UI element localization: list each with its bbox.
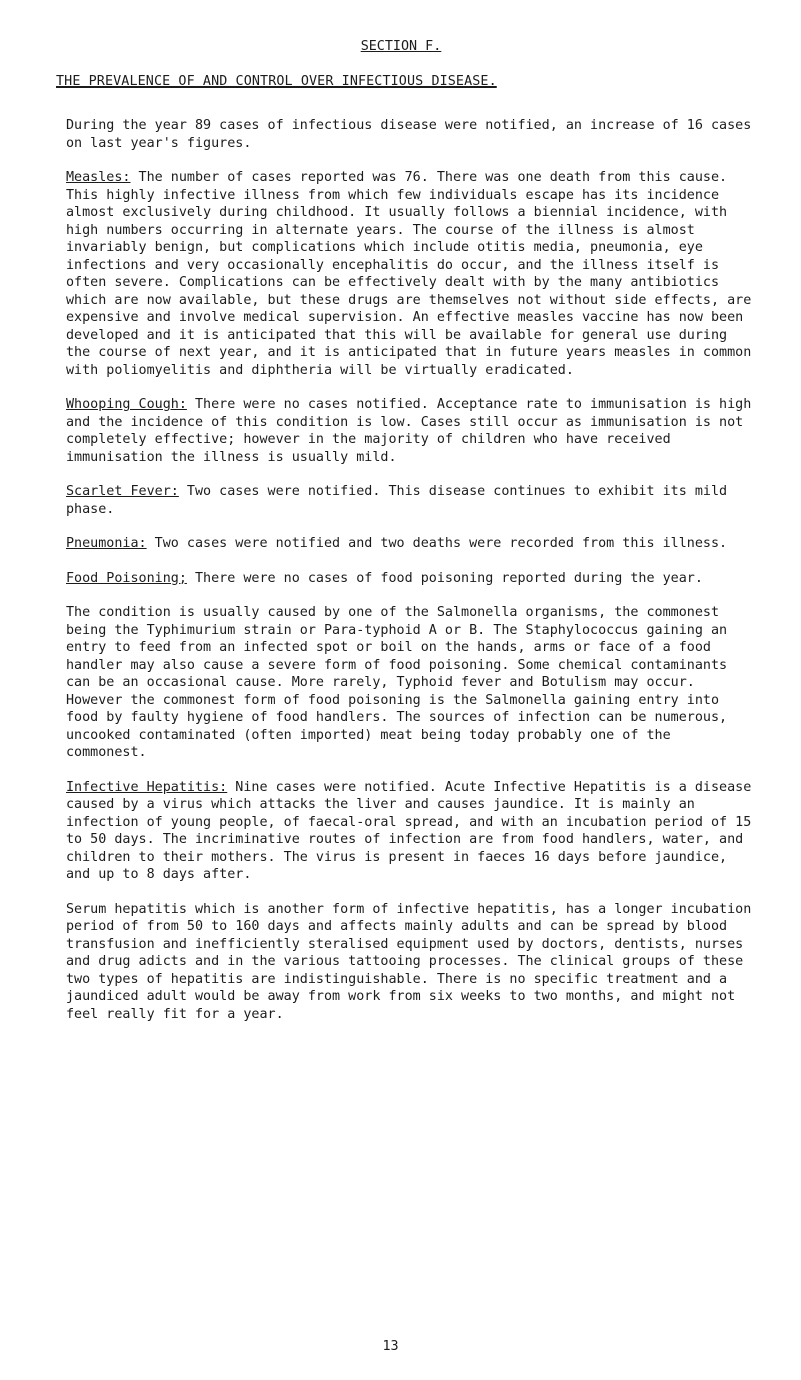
page-title: THE PREVALENCE OF AND CONTROL OVER INFECTIOUS DISEASE. bbox=[56, 73, 497, 89]
infective-hepatitis-text: Nine cases were notified. Acute Infective Hepatitis is a disease caused by a virus which attacks the liver and causes jaundice. It is mainly an infection of young people, of faecal-oral spread, and with an incubation period of 15 to 50 days. The incriminative routes of infection are from food handlers, water, and children to their mothers. The virus is present in faeces 16 days before jaundice, and up to 8 days after. bbox=[66, 779, 752, 882]
scarlet-fever-label: Scarlet Fever: bbox=[66, 484, 179, 499]
intro-paragraph: During the year 89 cases of infectious disease were notified, an increase of 16 cases on last year's figures. bbox=[66, 118, 752, 151]
document-page bbox=[56, 38, 756, 1023]
scarlet-fever-paragraph bbox=[66, 483, 756, 518]
infective-hepatitis-label: Infective Hepatitis: bbox=[66, 779, 228, 795]
serum-hepatitis-paragraph: Serum hepatitis which is another form of infective hepatitis, has a longer incubation period of from 50 to 160 days and affects mainly adults and can be spread by blood transfusion and inefficiently steralised equipment used by doctors, dentists, nurses and drug adicts and in the various tattooing processes. The clinical groups of these two types of hepatitis are indistinguishable. There is no specific treatment and a jaundiced adult would be away from work from six weeks to two months, and might not feel really fit for a year. bbox=[66, 901, 752, 1022]
page-number: 13 bbox=[382, 1339, 399, 1354]
food-poisoning-label: Food Poisoning; bbox=[66, 570, 187, 586]
whooping-cough-paragraph bbox=[66, 396, 756, 466]
pneumonia-label: Pneumonia: bbox=[66, 536, 147, 551]
section-label: SECTION F. bbox=[360, 39, 442, 54]
whooping-cough-text: There were no cases notified. Acceptance rate to immunisation is high and the incidence of this condition is low. Cases still occur as immunisation is not completely effective; however in the majority of children who have received immunisation the illness is usually mild. bbox=[66, 397, 752, 465]
pneumonia-text: Two cases were notified and two deaths were recorded from this illness. bbox=[146, 536, 728, 551]
food-poisoning-paragraph bbox=[66, 570, 756, 588]
pneumonia-paragraph bbox=[66, 535, 756, 553]
food-poisoning-detail-paragraph: The condition is usually caused by one of the Salmonella organisms, the commonest being the Typhimurium strain or Para-typhoid A or B. The Staphylococcus gaining an entry to feed from an infected spot or boil on the hands, arms or face of a food handler may also cause a severe form of food poisoning. Some chemical contaminants can be an occasional cause. More rarely, Typhoid fever and Botulism may occur. However the commonest form of food poisoning is the Salmonella gaining entry into food by faulty hygiene of food handlers. The sources of infection can be numerous, uncooked contaminated (often imported) meat being today probably one of the commonest. bbox=[66, 605, 728, 760]
whooping-cough-label: Whooping Cough: bbox=[66, 397, 187, 412]
measles-paragraph bbox=[66, 169, 756, 379]
measles-label: Measles: bbox=[66, 170, 131, 185]
infective-hepatitis-paragraph bbox=[66, 779, 756, 884]
scarlet-fever-text: Two cases were notified. This disease continues to exhibit its mild phase. bbox=[66, 484, 728, 517]
food-poisoning-text: There were no cases of food poisoning reported during the year. bbox=[186, 570, 703, 586]
measles-text: The number of cases reported was 76. There was one death from this cause. This highly infective illness from which few individuals escape has its incidence almost exclusively during childhood. It usually follows a biennial incidence, with high numbers occurring in alternate years. The course of the illness is almost invariably benign, but complications which include otitis media, pneumonia, eye infections and very occasionally encephalitis do occur, and the illness itself is often severe. Complications can be effectively dealt with by the many antibiotics which are now available, but these drugs are themselves not without side effects, are expensive and involve medical supervision. An effective measles vaccine has now been developed and it is anticipated that this will be available for general use during the course of next year, and it is anticipated that in future years measles in common with poliomyelitis and diphtheria will be virtually eradicated. bbox=[66, 170, 752, 378]
